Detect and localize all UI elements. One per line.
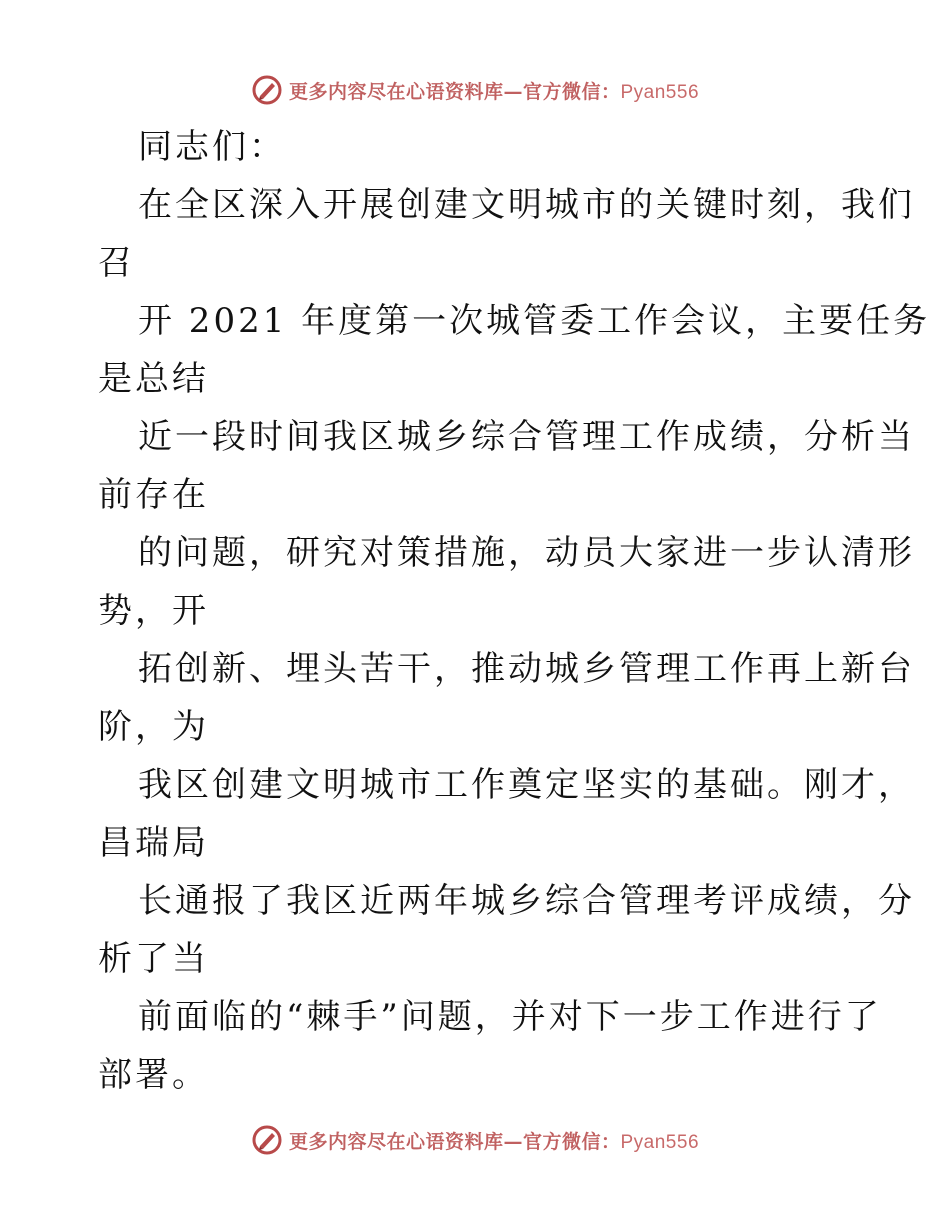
text-line: 势，开 <box>98 591 209 631</box>
document-body <box>98 118 931 1104</box>
text-line: 昌瑞局 <box>98 823 209 863</box>
footer-watermark <box>0 1120 950 1160</box>
text-line: 前存在 <box>98 475 209 515</box>
text-line: 拓创新、埋头苦干，推动城乡管理工作再上新台 <box>138 649 915 689</box>
pen-seal-icon <box>251 74 283 106</box>
text-line: 析了当 <box>98 939 209 979</box>
text-line: 是总结 <box>98 359 209 399</box>
text-line: 近一段时间我区城乡综合管理工作成绩，分析当 <box>138 417 915 457</box>
watermark-cn: 更多内容尽在心语资料库—官方微信： <box>288 80 621 103</box>
text-line: 我区创建文明城市工作奠定坚实的基础。刚才， <box>138 765 915 805</box>
text-line: 阶，为 <box>98 707 209 747</box>
text-line: 部署。 <box>98 1055 209 1095</box>
header-watermark <box>0 70 950 110</box>
pen-seal-icon <box>251 1124 283 1156</box>
text-line: 同志们： <box>138 127 286 167</box>
text-line: 前面临的“棘手”问题，并对下一步工作进行了 <box>138 997 882 1037</box>
watermark-text <box>289 77 699 104</box>
text-line: 的问题，研究对策措施，动员大家进一步认清形 <box>138 533 915 573</box>
text-line: 开 2021 年度第一次城管委工作会议，主要任务 <box>138 301 931 341</box>
watermark-wechat-id: Pyan556 <box>620 1131 700 1153</box>
watermark-cn: 更多内容尽在心语资料库—官方微信： <box>288 1130 621 1153</box>
text-line: 长通报了我区近两年城乡综合管理考评成绩，分 <box>138 881 915 921</box>
watermark-wechat-id: Pyan556 <box>620 81 700 103</box>
watermark-text <box>289 1127 699 1154</box>
text-line: 在全区深入开展创建文明城市的关键时刻，我们 <box>138 185 915 225</box>
text-line: 召 <box>98 243 135 283</box>
